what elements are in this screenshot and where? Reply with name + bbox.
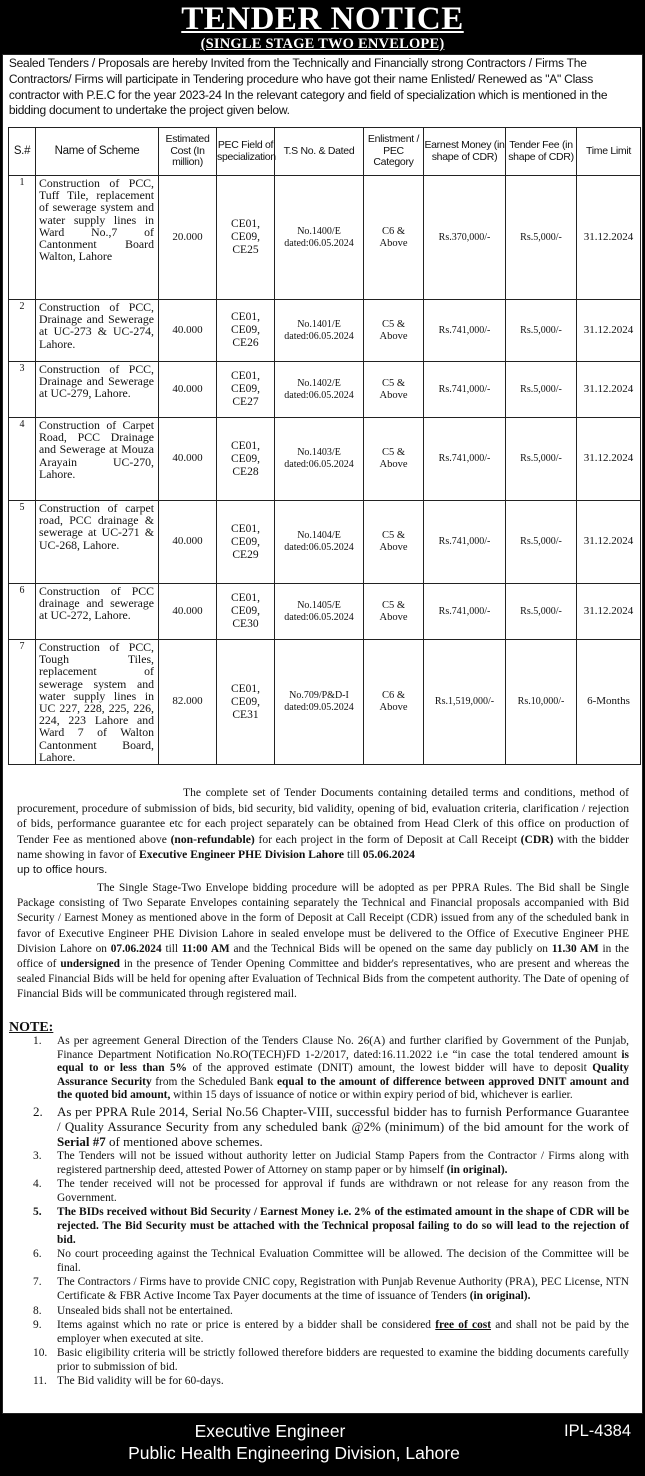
cell-serial: 4: [9, 418, 36, 501]
cell-tender-fee: Rs.10,000/-: [506, 640, 577, 765]
document-deadline: 05.06.2024: [362, 848, 415, 861]
cell-time-limit: 31.12.2024: [577, 418, 641, 501]
cell-estimated-cost: 40.000: [159, 501, 217, 584]
cell-ts-number: No.1402/E dated:06.05.2024: [275, 362, 364, 418]
cell-time-limit: 31.12.2024: [577, 362, 641, 418]
col-header-pec: PEC Field of specialization: [217, 128, 275, 176]
cell-estimated-cost: 82.000: [159, 640, 217, 765]
cell-scheme-name: Construction of Carpet Road, PCC Drainage and Sewerage at Mouza Arayain UC-270, Lahore.: [36, 418, 159, 501]
table-row: [9, 418, 641, 501]
cell-tender-fee: Rs.5,000/-: [506, 362, 577, 418]
note-heading: NOTE:: [9, 1020, 54, 1035]
col-header-fee: Tender Fee (in shape of CDR): [506, 128, 577, 176]
cell-ts-number: No.1404/E dated:06.05.2024: [275, 501, 364, 584]
cell-earnest-money: Rs.741,000/-: [424, 362, 506, 418]
col-header-scheme: Name of Scheme: [36, 128, 159, 176]
cell-serial: 2: [9, 300, 36, 362]
notice-footer: [0, 1414, 645, 1476]
cell-category: C5 & Above: [364, 418, 424, 501]
signatory-title: Executive Engineer: [194, 1421, 346, 1441]
cell-pec-field: CE01, CE09, CE26: [217, 300, 275, 362]
cell-category: C5 & Above: [364, 501, 424, 584]
cell-ts-number: No.1400/E dated:06.05.2024: [275, 176, 364, 300]
cell-pec-field: CE01, CE09, CE31: [217, 640, 275, 765]
cell-category: C6 & Above: [364, 176, 424, 300]
cell-tender-fee: Rs.5,000/-: [506, 584, 577, 640]
procedure-paragraph: The Single Stage-Two Envelope bidding procedure will be adopted as per PPRA Rules. The Bid shall be Single Package consisting of Two Separate Envelopes containing separately the Technical and Financial proposals accompanied with Bid Security / Earnest Money as mentioned above in the form of Deposit at Call Receipt (CDR) issued from any of the scheduled bank in favor of Executive Engineer PHE Division Lahore in sealed envelope must be delivered to the Office of Executive Engineer PHE Division Lahore on 07.06.2024 till 11:00 AM and the Technical Bids will be opened on the same day publicly on 11.30 AM in the office of undersigned in the presence of Tender Opening Committee and bidder's representatives, who are present and whereas the sealed Financial Bids will be held for opening after Evaluation of Technical Bids from the competent authority. The Date of opening of Financial Bids will be communicated through registered mail.: [17, 882, 629, 1001]
notes-list: [17, 1035, 629, 1390]
cell-time-limit: 31.12.2024: [577, 584, 641, 640]
reference-code: IPL-4384: [564, 1422, 631, 1440]
notice-header: [0, 0, 645, 54]
cell-estimated-cost: 40.000: [159, 584, 217, 640]
cell-ts-number: No.1405/E dated:06.05.2024: [275, 584, 364, 640]
cell-ts-number: No.1403/E dated:06.05.2024: [275, 418, 364, 501]
documents-paragraph-tail: up to office hours.: [17, 864, 108, 876]
col-header-ts: T.S No. & Dated: [275, 128, 364, 176]
cell-earnest-money: Rs.741,000/-: [424, 418, 506, 501]
cell-time-limit: 31.12.2024: [577, 300, 641, 362]
cell-serial: 5: [9, 501, 36, 584]
cell-serial: 6: [9, 584, 36, 640]
cell-ts-number: No.1401/E dated:06.05.2024: [275, 300, 364, 362]
cell-category: C5 & Above: [364, 362, 424, 418]
cell-time-limit: 31.12.2024: [577, 501, 641, 584]
intro-paragraph: Sealed Tenders / Proposals are hereby Invited from the Technically and Financially strong Contractors / Firms The Contractors/ Firms will participate in Tendering procedure who have got their name Enlisted/ Renewed as "A" Class contractor with P.E.C for the year 2023-24 In the relevant category and field of specialization which is mentioned in the bidding document to undertake the project given below.: [8, 56, 608, 118]
note-item: 7. The Contractors / Firms have to provide CNIC copy, Registration with Punjab Revenue Authority (PRA), PEC License, NTN Certificate & FBR Active Income Tax Payer documents at the time of issuance of Tenders (in original).: [33, 1276, 629, 1302]
cell-scheme-name: Construction of PCC, Drainage and Sewerage at UC-279, Lahore.: [36, 362, 159, 418]
cell-scheme-name: Construction of PCC, Tough Tiles, replacement of sewerage system and water supply lines in UC 227, 228, 225, 226, 224, 223 Lahore and Ward 7 of Walton Cantonment Board, Lahore.: [36, 640, 159, 765]
cell-earnest-money: Rs.1,519,000/-: [424, 640, 506, 765]
note-item: 2. As per PPRA Rule 2014, Serial No.56 Chapter-VIII, successful bidder has to furnish Performance Guarantee / Quality Assurance Security from any scheduled bank @2% (minimum) of the bid amount for the work of Serial #7 of mentioned above schemes.: [33, 1103, 629, 1149]
cell-earnest-money: Rs.370,000/-: [424, 176, 506, 300]
note-item: 9. Items against which no rate or price is entered by a bidder shall be considered free of cost and shall not be paid by the employer when executed at site.: [33, 1319, 629, 1345]
submission-time: 11:00 AM: [181, 942, 230, 955]
cell-estimated-cost: 20.000: [159, 176, 217, 300]
cell-pec-field: CE01, CE09, CE27: [217, 362, 275, 418]
cell-time-limit: 31.12.2024: [577, 176, 641, 300]
table-row: [9, 584, 641, 640]
table-header-row: [9, 128, 641, 176]
cell-serial: 3: [9, 362, 36, 418]
cell-time-limit: 6-Months: [577, 640, 641, 765]
note-item: 1. As per agreement General Direction of the Tenders Clause No. 26(A) and further clarified by Government of the Punjab, Finance Department Notification No.RO(TECH)FD 1-2/2017, dated:16.11.2022 i.e “in case the total tendered amount is equal to or less than 5% of the approved estimate (DNIT) amount, the lowest bidder will have to deposit Quality Assurance Security from the Scheduled Bank equal to the amount of difference between approved DNIT amount and the quoted bid amount, within 15 days of issuance of notice or within expiry period of bid, whichever is earlier.: [33, 1035, 629, 1102]
col-header-category: Enlistment / PEC Category: [364, 128, 424, 176]
cell-scheme-name: Construction of PCC, Tuff Tile, replacement of sewerage system and water supply lines in Ward No.,7 of Cantonment Board Walton, Lahore: [36, 176, 159, 300]
cell-category: C5 & Above: [364, 584, 424, 640]
documents-paragraph: The complete set of Tender Documents containing detailed terms and conditions, method of procurement, procedure of submission of bids, bid security, bid validity, opening of bid, evaluation criteria, clarification / rejection of bids, performance guarantee etc for each project separately can be obtained from Head Clerk of this office on production of Tender Fee as mentioned above (non-refundable) for each project in the form of Deposit at Call Receipt (CDR) with the bidder name showing in favor of Executive Engineer PHE Division Lahore till 05.06.2024: [17, 786, 630, 861]
cell-scheme-name: Construction of carpet road, PCC drainage & sewerage at UC-271 & UC-268, Lahore.: [36, 501, 159, 584]
note-item: 3. The Tenders will not be issued without authority letter on Judicial Stamp Papers from the Contractor / Firms along with registered partnership deed, attested Power of Attorney on stamp paper or by himself (in original).: [33, 1149, 629, 1176]
cell-scheme-name: Construction of PCC, Drainage and Sewerage at UC-273 & UC-274, Lahore.: [36, 300, 159, 362]
note-item: 6. No court proceeding against the Technical Evaluation Committee will be allowed. The decision of the Committee will be final.: [33, 1248, 629, 1274]
cell-pec-field: CE01, CE09, CE25: [217, 176, 275, 300]
cell-earnest-money: Rs.741,000/-: [424, 501, 506, 584]
cell-pec-field: CE01, CE09, CE30: [217, 584, 275, 640]
cell-pec-field: CE01, CE09, CE29: [217, 501, 275, 584]
note-item: 10. Basic eligibility criteria will be strictly followed therefore bidders are requested to examine the bidding documents carefully prior to submission of bid.: [33, 1347, 629, 1373]
cell-earnest-money: Rs.741,000/-: [424, 584, 506, 640]
col-header-sn: S.#: [9, 128, 36, 176]
cell-tender-fee: Rs.5,000/-: [506, 418, 577, 501]
note-item: 11. The Bid validity will be for 60-days.: [33, 1375, 224, 1388]
note-item: 5. The BIDs received without Bid Security / Earnest Money i.e. 2% of the estimated amount in the shape of CDR will be rejected. The Bid Security must be attached with the Technical proposal failing to do so will lead to the rejection of bid.: [33, 1206, 629, 1246]
cell-earnest-money: Rs.741,000/-: [424, 300, 506, 362]
notice-body: [2, 54, 643, 1414]
cell-serial: 7: [9, 640, 36, 765]
cell-category: C6 & Above: [364, 640, 424, 765]
cell-estimated-cost: 40.000: [159, 362, 217, 418]
table-row: [9, 300, 641, 362]
table-row: [9, 176, 641, 300]
tender-table: [8, 127, 641, 765]
notice-title: TENDER NOTICE: [181, 1, 464, 37]
notice-subtitle: (SINGLE STAGE TWO ENVELOPE): [200, 36, 445, 52]
cell-tender-fee: Rs.5,000/-: [506, 300, 577, 362]
col-header-cost: Estimated Cost (In million): [159, 128, 217, 176]
table-row: [9, 501, 641, 584]
table-row: [9, 640, 641, 765]
cell-estimated-cost: 40.000: [159, 300, 217, 362]
col-header-earnest: Earnest Money (in shape of CDR): [424, 128, 506, 176]
signatory-office: Public Health Engineering Division, Lahore: [128, 1443, 460, 1463]
submission-date: 07.06.2024: [110, 942, 162, 955]
cell-tender-fee: Rs.5,000/-: [506, 501, 577, 584]
cell-pec-field: CE01, CE09, CE28: [217, 418, 275, 501]
cell-scheme-name: Construction of PCC drainage and sewerage at UC-272, Lahore.: [36, 584, 159, 640]
note-item: 4. The tender received will not be processed for approval if funds are withdrawn or not release for any reason from the Government.: [33, 1178, 629, 1204]
cell-ts-number: No.709/P&D-I dated:09.05.2024: [275, 640, 364, 765]
col-header-time: Time Limit: [577, 128, 641, 176]
opening-time: 11.30 AM: [551, 942, 599, 955]
table-row: [9, 362, 641, 418]
cell-estimated-cost: 40.000: [159, 418, 217, 501]
cell-tender-fee: Rs.5,000/-: [506, 176, 577, 300]
cell-category: C5 & Above: [364, 300, 424, 362]
cell-serial: 1: [9, 176, 36, 300]
note-item: 8. Unsealed bids shall not be entertained.: [33, 1304, 233, 1317]
